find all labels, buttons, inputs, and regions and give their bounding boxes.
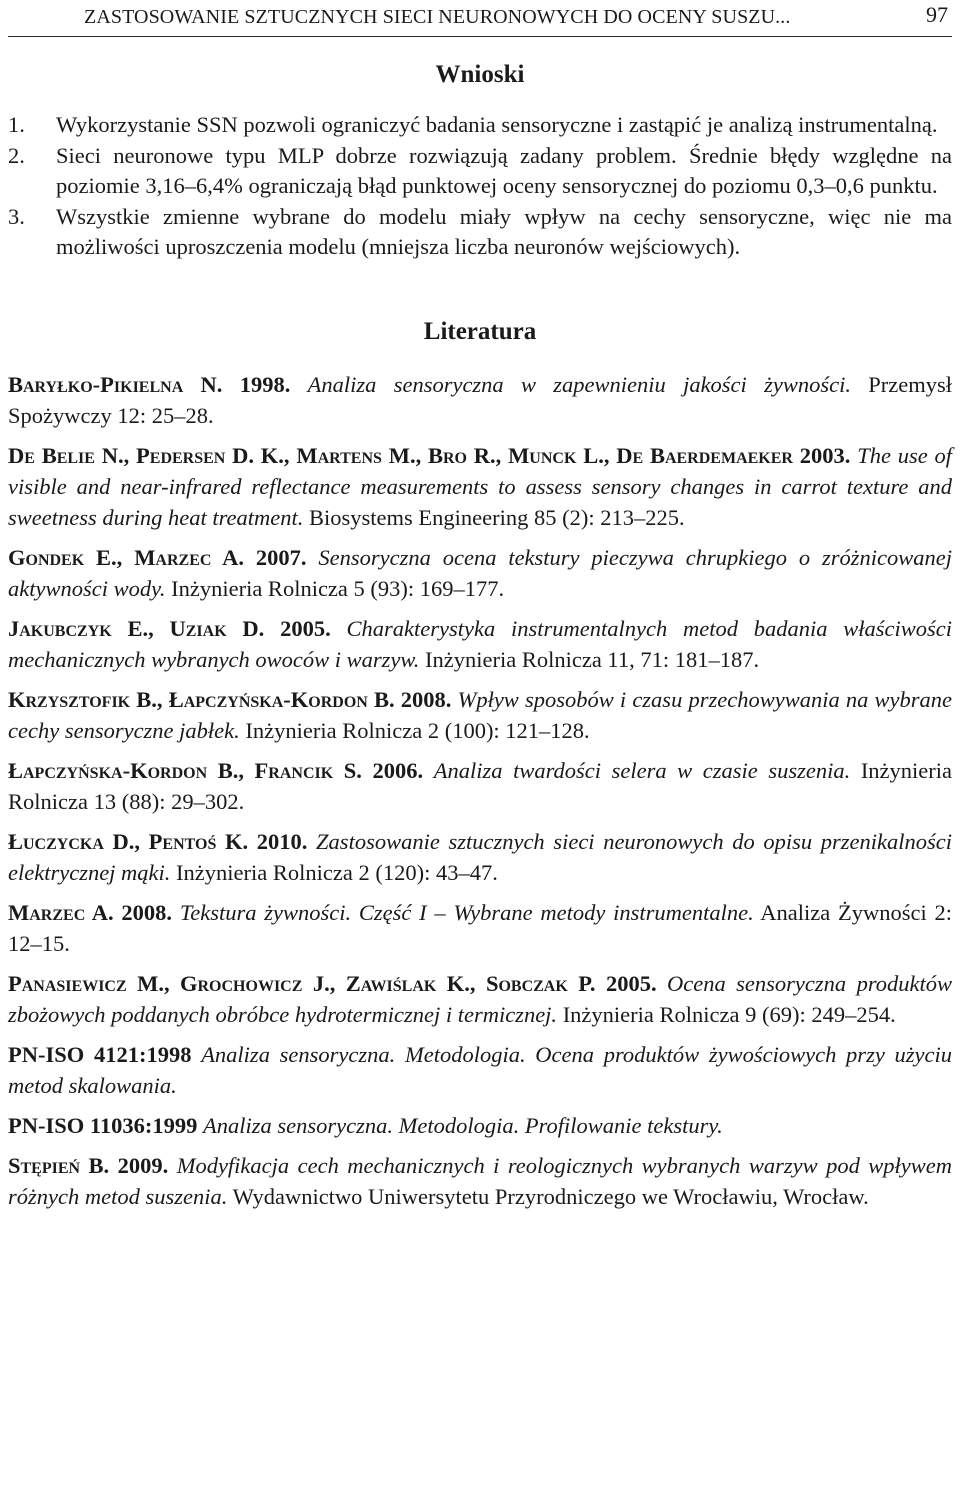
conclusion-text: Sieci neuronowe typu MLP dobrze rozwiązują zadany problem. Średnie błędy względne na poziomie 3,16–6,4% ograniczają błąd punktowej oceny sensorycznej do poziomu 0,3–0,6 punktu.	[56, 142, 952, 198]
reference-title: Charakterystyka instrumentalnych metod badania właściwości mechanicznych wybranych owoców i warzyw.	[8, 615, 953, 672]
reference-item	[8, 369, 952, 431]
reference-source: Analiza Żywności 2: 12–15.	[8, 899, 952, 956]
reference-source: Biosystems Engineering 85 (2): 213–225.	[309, 504, 685, 530]
reference-authors: Łuczycka D., Pentoś K. 2010.	[8, 828, 308, 854]
literature-heading: Literatura	[423, 317, 537, 345]
reference-authors: De Belie N., Pedersen D. K., Martens M., Bro R., Munck L., De Baerdemaeker 2003.	[8, 442, 851, 468]
reference-item	[8, 613, 952, 675]
reference-item	[8, 897, 952, 959]
reference-authors: PN-ISO 11036:1999	[8, 1112, 198, 1138]
conclusions-list	[8, 110, 952, 263]
reference-authors: Baryłko-Pikielna N. 1998.	[8, 371, 291, 397]
conclusion-item	[8, 141, 952, 202]
reference-title: Wpływ sposobów i czasu przechowywania na wybrane cechy sensoryczne jabłek.	[8, 686, 953, 743]
running-title: ZASTOSOWANIE SZTUCZNYCH SIECI NEURONOWYCH DO OCENY SUSZU...	[84, 6, 791, 28]
reference-item	[8, 968, 952, 1030]
page-body	[8, 58, 952, 1221]
reference-source: Przemysł Spożywczy 12: 25–28.	[8, 371, 953, 428]
reference-item	[8, 542, 952, 604]
reference-item	[8, 1039, 952, 1101]
conclusion-number: 3.	[8, 203, 25, 229]
conclusion-number: 1.	[8, 112, 25, 137]
reference-source: Inżynieria Rolnicza 9 (69): 249–254.	[562, 1001, 896, 1027]
reference-title: Sensoryczna ocena tekstury pieczywa chrupkiego o zróżnicowanej aktywności wody.	[8, 544, 953, 601]
reference-authors: Gondek E., Marzec A. 2007.	[8, 544, 307, 570]
reference-authors: Panasiewicz M., Grochowicz J., Zawiślak K., Sobczak P. 2005.	[8, 970, 657, 996]
reference-title: Analiza sensoryczna. Metodologia. Profilowanie tekstury.	[203, 1112, 723, 1138]
reference-item	[8, 684, 952, 746]
reference-item	[8, 1110, 952, 1141]
reference-source: Inżynieria Rolnicza 2 (100): 121–128.	[245, 717, 590, 743]
reference-source: Inżynieria Rolnicza 11, 71: 181–187.	[425, 646, 760, 672]
reference-authors: Stępień B. 2009.	[8, 1152, 169, 1178]
conclusion-text: Wszystkie zmienne wybrane do modelu miały wpływ na cechy sensoryczne, więc nie ma możliwości uproszczenia modelu (mniejsza liczba neuronów wejściowych).	[56, 203, 952, 259]
reference-title: Analiza sensoryczna. Metodologia. Ocena produktów żywościowych przy użyciu metod skalowania.	[8, 1041, 953, 1098]
reference-source: Inżynieria Rolnicza 5 (93): 169–177.	[171, 575, 505, 601]
reference-title: Zastosowanie sztucznych sieci neuronowych do opisu przenikalności elektrycznej mąki.	[8, 828, 952, 885]
reference-list	[8, 369, 952, 1212]
reference-title: Modyfikacja cech mechanicznych i reologicznych wybranych warzyw pod wpływem różnych metod suszenia.	[8, 1152, 953, 1209]
reference-item	[8, 826, 952, 888]
reference-item	[8, 1150, 952, 1212]
conclusion-item	[8, 202, 952, 263]
reference-source: Inżynieria Rolnicza 13 (88): 29–302.	[8, 757, 953, 814]
reference-authors: Marzec A. 2008.	[8, 899, 173, 925]
conclusions-heading: Wnioski	[435, 61, 525, 88]
reference-authors: Krzysztofik B., Łapczyńska-Kordon B. 2008.	[8, 686, 452, 712]
reference-authors: PN-ISO 4121:1998	[8, 1041, 192, 1067]
conclusion-number: 2.	[8, 142, 25, 168]
page-number: 97	[926, 2, 948, 27]
reference-authors: Łapczyńska-Kordon B., Francik S. 2006.	[8, 757, 424, 783]
conclusion-text: Wykorzystanie SSN pozwoli ograniczyć badania sensoryczne i zastąpić je analizą instrumentalną.	[56, 112, 938, 137]
reference-title: Tekstura żywności. Część I – Wybrane metody instrumentalne.	[179, 899, 754, 925]
reference-source: Wydawnictwo Uniwersytetu Przyrodniczego we Wrocławiu, Wrocław.	[232, 1183, 869, 1209]
reference-item	[8, 755, 952, 817]
reference-item	[8, 440, 952, 533]
running-header	[8, 2, 952, 37]
reference-title: Analiza sensoryczna w zapewnieniu jakości żywności.	[307, 371, 851, 397]
conclusion-item	[8, 110, 952, 141]
reference-title: Analiza twardości selera w czasie suszenia.	[433, 757, 851, 783]
reference-source: Inżynieria Rolnicza 2 (120): 43–47.	[176, 859, 498, 885]
reference-title: Ocena sensoryczna produktów zbożowych poddanych obróbce hydrotermicznej i termicznej.	[8, 970, 953, 1027]
reference-title: The use of visible and near-infrared reflectance measurements to assess sensory changes in carrot texture and sweetness during heat treatment.	[8, 442, 953, 530]
reference-authors: Jakubczyk E., Uziak D. 2005.	[8, 615, 331, 641]
